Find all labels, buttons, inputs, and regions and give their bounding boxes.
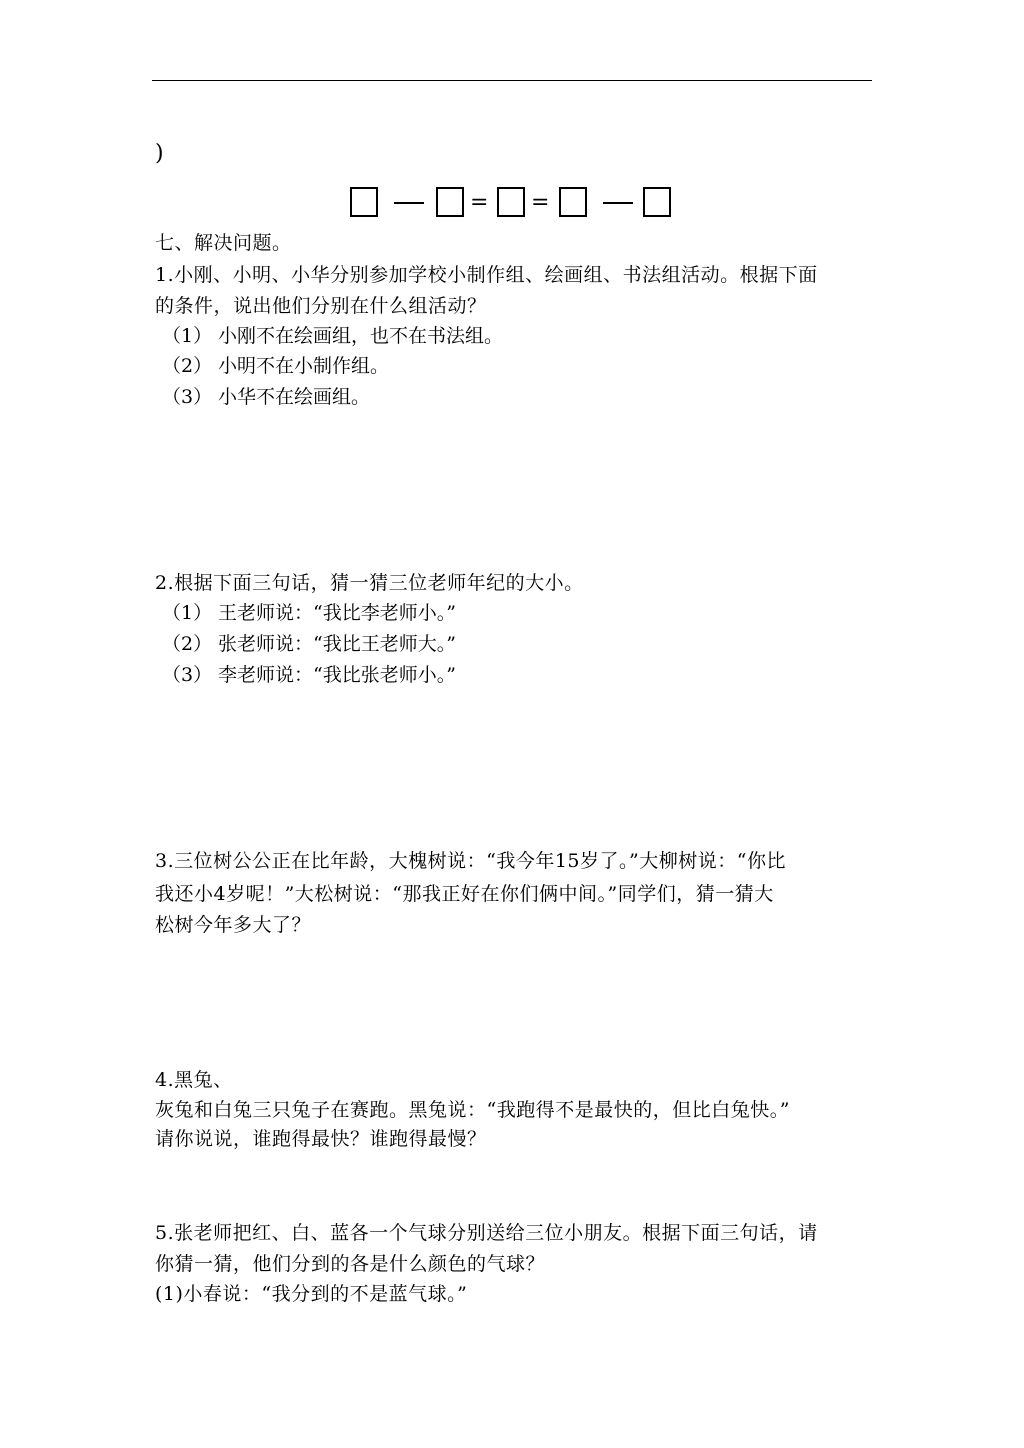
minus-sign [394, 202, 424, 204]
answer-box-1[interactable] [350, 187, 378, 217]
condition-text: 张老师说：“我比王老师大。” [218, 633, 456, 655]
condition-number: （2） [162, 355, 213, 377]
condition-number: （3） [162, 664, 213, 686]
q1-condition-1 [162, 321, 503, 351]
minus-sign [603, 202, 633, 204]
condition-text: 小刚不在绘画组，也不在书法组。 [218, 325, 504, 347]
q1-stem-line2: 的条件，说出他们分别在什么组活动？ [155, 295, 487, 317]
equals-sign: = [470, 190, 489, 215]
condition-number: （1） [162, 602, 213, 624]
q4-line1: 4.黑兔、 [155, 1069, 233, 1091]
q1-condition-3 [162, 382, 370, 412]
q3-line2: 我还小4岁呢！”大松树说：“那我正好在你们俩中间。”同学们，猜一猜大 [155, 883, 774, 905]
condition-number: （1） [162, 325, 213, 347]
q4-line2: 灰兔和白兔三只兔子在赛跑。黑兔说：“我跑得不是最快的，但比白兔快。” [155, 1099, 790, 1121]
q2-condition-1 [162, 598, 456, 628]
condition-text: 小华不在绘画组。 [218, 386, 371, 408]
q2-condition-3 [162, 660, 456, 690]
q3-line1: 3.三位树公公正在比年龄，大槐树说：“我今年15岁了。”大柳树说：“你比 [155, 850, 786, 872]
section-title: 七、解决问题。 [155, 232, 292, 254]
condition-text: 小明不在小制作组。 [218, 355, 390, 377]
closing-paren: ) [155, 141, 164, 166]
answer-box-5[interactable] [643, 187, 671, 217]
q2-condition-2 [162, 629, 456, 659]
condition-text: 王老师说：“我比李老师小。” [218, 602, 456, 624]
condition-number: （3） [162, 386, 213, 408]
equals-sign: = [531, 190, 550, 215]
q1-condition-2 [162, 351, 389, 381]
q5-line3: (1)小春说：“我分到的不是蓝气球。” [155, 1283, 468, 1305]
condition-text: 李老师说：“我比张老师小。” [218, 664, 456, 686]
condition-number: （2） [162, 633, 213, 655]
answer-box-4[interactable] [559, 187, 587, 217]
answer-box-2[interactable] [436, 187, 464, 217]
q3-line3: 松树今年多大了？ [155, 914, 312, 936]
q1-stem-line1: 1.小刚、小明、小华分别参加学校小制作组、绘画组、书法组活动。根据下面 [155, 264, 818, 286]
header-rule [152, 80, 872, 81]
q4-line3: 请你说说，谁跑得最快？谁跑得最慢？ [155, 1128, 487, 1150]
q5-line1: 5.张老师把红、白、蓝各一个气球分别送给三位小朋友。根据下面三句话，请 [155, 1222, 818, 1244]
q5-line2: 你猜一猜，他们分到的各是什么颜色的气球？ [155, 1253, 546, 1275]
answer-box-3[interactable] [497, 187, 525, 217]
q2-stem: 2.根据下面三句话，猜一猜三位老师年纪的大小。 [155, 572, 584, 594]
